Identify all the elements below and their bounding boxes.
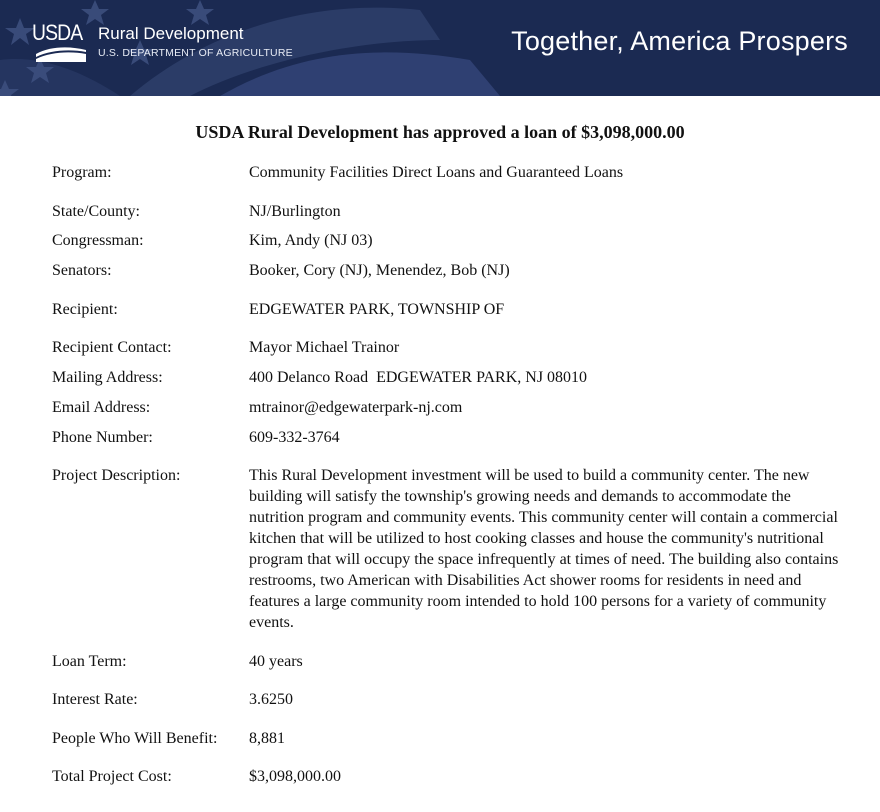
field-label: Congressman:: [52, 232, 144, 249]
field-value: 400 Delanco Road EDGEWATER PARK, NJ 08010: [249, 369, 588, 386]
field-label: Email Address:: [52, 399, 151, 416]
usda-logo-mark: [34, 22, 88, 62]
tagline: Together, America Prospers: [511, 26, 848, 56]
field-value: NJ/Burlington: [249, 203, 341, 220]
field-value: EDGEWATER PARK, TOWNSHIP OF: [249, 301, 505, 318]
usda-field-swoosh-icon: [35, 46, 87, 62]
field-value: Community Facilities Direct Loans and Guaranteed Loans: [249, 164, 624, 181]
field-label: Total Project Cost:: [52, 768, 172, 785]
field-value: Mayor Michael Trainor: [249, 339, 400, 356]
field-label: Mailing Address:: [52, 369, 163, 386]
field-label: Senators:: [52, 262, 112, 279]
field-label: People Who Will Benefit:: [52, 730, 218, 747]
usda-rd-logo: [34, 22, 293, 62]
field-label: Loan Term:: [52, 653, 127, 670]
field-label: Interest Rate:: [52, 691, 138, 708]
usda-wordmark: USDA: [32, 20, 83, 45]
field-label: Recipient:: [52, 301, 118, 318]
field-value: mtrainor@edgewaterpark-nj.com: [249, 399, 463, 416]
field-value: This Rural Development investment will be used to build a community center. The new building will satisfy the township's growing needs and demands to accommodate the nutrition program and community events. This community center will contain a commercial kitchen that will be utilized to host cooking classes and house the community's nutritional program that will occupy the space infrequently at times of need. The building also contains restrooms, two American with Disabilities Act shower rooms for residents in need and features a large community room intended to hold 100 persons for a variety of community events.: [249, 467, 839, 631]
field-value: 8,881: [249, 730, 285, 747]
field-label: State/County:: [52, 203, 140, 220]
field-value: Kim, Andy (NJ 03): [249, 232, 373, 249]
field-value: $3,098,000.00: [249, 768, 341, 785]
field-label: Project Description:: [52, 467, 181, 484]
field-value: 609-332-3764: [249, 429, 340, 446]
field-label: Program:: [52, 164, 112, 181]
agency-title: Rural Development: [98, 24, 244, 43]
field-label: Phone Number:: [52, 429, 153, 446]
page-title: USDA Rural Development has approved a loan of $3,098,000.00: [195, 122, 685, 142]
field-value: 3.6250: [249, 691, 293, 708]
field-value: 40 years: [249, 653, 303, 670]
field-label: Recipient Contact:: [52, 339, 172, 356]
department-name: U.S. DEPARTMENT OF AGRICULTURE: [98, 47, 293, 59]
header-banner: [0, 0, 880, 96]
field-value: Booker, Cory (NJ), Menendez, Bob (NJ): [249, 262, 510, 279]
